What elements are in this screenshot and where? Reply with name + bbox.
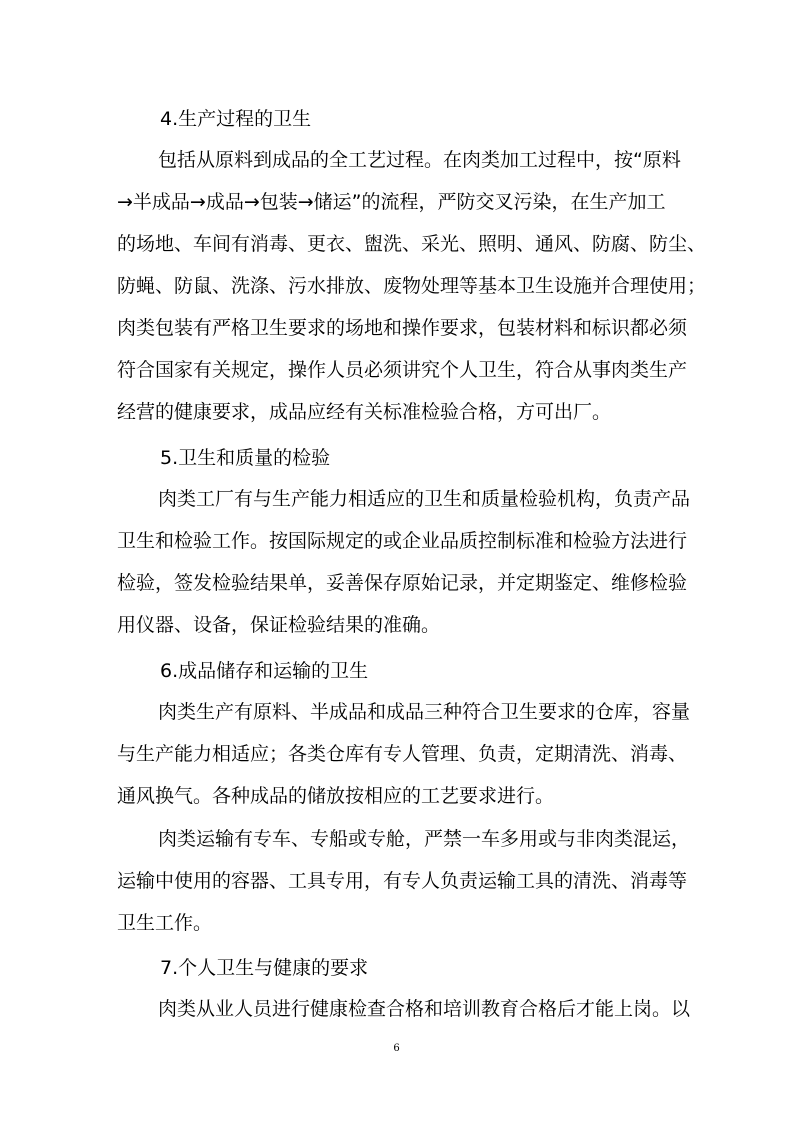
paragraph-line: 检验，签发检验结果单，妥善保存原始记录，并定期鉴定、维修检验 <box>117 572 688 594</box>
paragraph-line: 包括从原料到成品的全工艺过程。在肉类加工过程中，按“原料 <box>158 149 681 171</box>
paragraph-line: 肉类生产有原料、半成品和成品三种符合卫生要求的仓库，容量 <box>158 701 691 723</box>
paragraph-line: 防蝇、防鼠、洗涤、污水排放、废物处理等基本卫生设施并合理使用； <box>117 275 707 297</box>
paragraph-line: 卫生工作。 <box>117 912 213 934</box>
paragraph-line: →半成品→成品→包装→储运”的流程，严防交叉污染，在生产加工 <box>117 191 666 213</box>
paragraph-line: 肉类工厂有与生产能力相适应的卫生和质量检验机构，负责产品 <box>158 488 691 510</box>
page-number: 6 <box>393 1043 400 1054</box>
paragraph-line: 与生产能力相适应；各类仓库有专人管理、负责，定期清洗、消毒、 <box>117 743 688 765</box>
paragraph-line: 通风换气。各种成品的储放按相应的工艺要求进行。 <box>117 785 555 807</box>
section-heading-4: 4.生产过程的卫生 <box>160 108 312 130</box>
paragraph-line: 运输中使用的容器、工具专用，有专人负责运输工具的清洗、消毒等 <box>117 870 688 892</box>
paragraph-line: 肉类包装有严格卫生要求的场地和操作要求，包装材料和标识都必须 <box>117 317 688 339</box>
paragraph-line: 肉类从业人员进行健康检查合格和培训教育合格后才能上岗。以 <box>158 998 691 1020</box>
paragraph-line: 卫生和检验工作。按国际规定的或企业品质控制标准和检验方法进行 <box>117 530 688 552</box>
paragraph-line: 的场地、车间有消毒、更衣、盥洗、采光、照明、通风、防腐、防尘、 <box>117 233 707 255</box>
section-heading-6: 6.成品储存和运输的卫生 <box>160 660 369 682</box>
paragraph-line: 经营的健康要求，成品应经有关标准检验合格，方可出厂。 <box>117 401 612 423</box>
paragraph-line: 符合国家有关规定，操作人员必须讲究个人卫生，符合从事肉类生产 <box>117 359 688 381</box>
section-heading-5: 5.卫生和质量的检验 <box>160 447 331 469</box>
section-heading-7: 7.个人卫生与健康的要求 <box>160 957 369 979</box>
paragraph-line: 肉类运输有专车、专船或专舱，严禁一车多用或与非肉类混运， <box>158 828 691 850</box>
paragraph-line: 用仪器、设备，保证检验结果的准确。 <box>117 614 441 636</box>
